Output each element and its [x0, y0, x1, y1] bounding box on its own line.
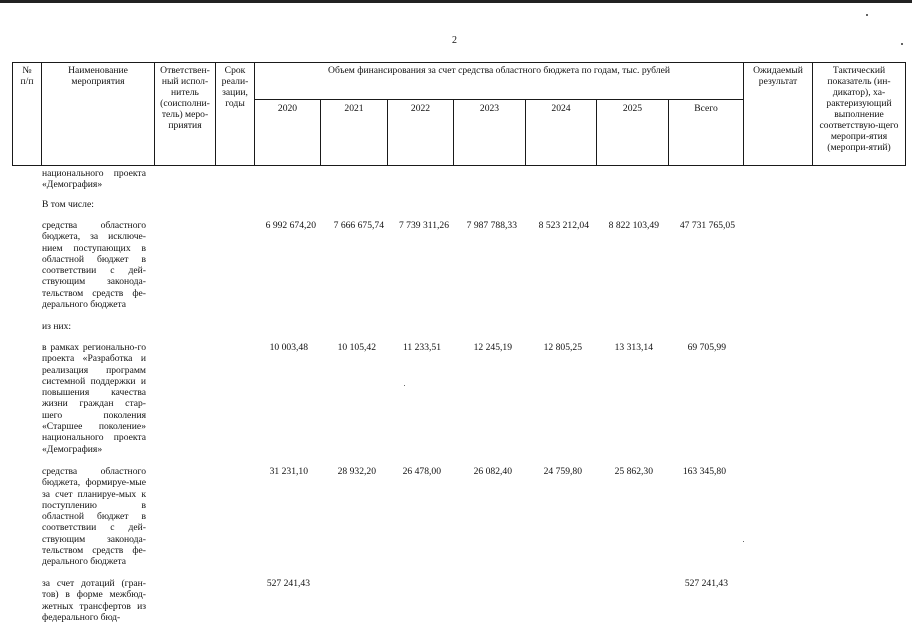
header-year-2020: 2020: [255, 100, 321, 166]
value-2020: 10 003,48: [269, 342, 308, 353]
value-2025: 8 822 103,49: [608, 220, 659, 231]
header-total: Всего: [669, 100, 744, 166]
value-total: 527 241,43: [684, 578, 728, 589]
value-2020: 527 241,43: [266, 578, 310, 589]
row-name: средства областного бюджета, формируе-мые за счет планируе-мых к поступлению в областной бюджет в соответствии с дей-ствующим законода-тельством средств фе-дерального бюджета: [42, 466, 146, 568]
value-2020: 31 231,10: [269, 466, 308, 477]
row-name: за счет дотаций (гран-тов) в форме межбюд-жетных трансфертов из федерального бюд-: [42, 578, 146, 623]
value-2024: 24 759,80: [543, 466, 582, 477]
value-2025: 25 862,30: [614, 466, 653, 477]
value-2022: 7 739 311,26: [398, 220, 449, 231]
value-2021: 10 105,42: [337, 342, 376, 353]
value-2022: 11 233,51: [402, 342, 441, 353]
value-2020: 6 992 674,20: [265, 220, 316, 231]
row-name: из них:: [42, 321, 72, 332]
value-2023: 12 245,19: [473, 342, 512, 353]
header-number: № п/п: [13, 63, 42, 166]
row-name: В том числе:: [42, 199, 94, 210]
value-2024: 12 805,25: [543, 342, 582, 353]
value-total: 69 705,99: [687, 342, 726, 353]
value-2023: 7 987 788,33: [466, 220, 517, 231]
header-year-2025: 2025: [597, 100, 669, 166]
header-indicator: Тактический показатель (ин-дикатор), ха-рактеризующий выполнение соответствую-щего меропри-ятия (меропри-ятий): [813, 63, 906, 166]
header-funding: Объем финансирования за счет средства областного бюджета по годам, тыс. рублей: [255, 63, 744, 100]
value-2022: 26 478,00: [402, 466, 441, 477]
header-responsible: Ответствен-ный испол-нитель (соисполни-тель) меро-приятия: [155, 63, 216, 166]
value-2024: 8 523 212,04: [538, 220, 589, 231]
value-total: 163 345,80: [682, 466, 726, 477]
header-year-2023: 2023: [454, 100, 526, 166]
value-2021: 7 666 675,74: [333, 220, 384, 231]
row-name: национального проекта «Демография»: [42, 168, 146, 191]
row-name: в рамках регионально-го проекта «Разработка и реализация программ системной поддержки и повышения качества жизни граждан стар-шего поколения «Старшее поколение» национального проекта «Демография»: [42, 342, 146, 455]
header-term: Срок реали-зации, годы: [216, 63, 255, 166]
header-year-2024: 2024: [526, 100, 597, 166]
value-2023: 26 082,40: [473, 466, 512, 477]
header-result: Ожидаемый результат: [744, 63, 813, 166]
value-2025: 13 313,14: [614, 342, 653, 353]
value-total: 47 731 765,05: [679, 220, 735, 231]
header-name: Наименование мероприятия: [42, 63, 155, 166]
row-name: средства областного бюджета, за исключе-нием поступающих в областной бюджет в соответствии с дей-ствующим законода-тельством средств фе-дерального бюджета: [42, 220, 146, 311]
value-2021: 28 932,20: [337, 466, 376, 477]
page-number: 2: [452, 35, 457, 46]
header-year-2022: 2022: [388, 100, 454, 166]
header-year-2021: 2021: [321, 100, 388, 166]
